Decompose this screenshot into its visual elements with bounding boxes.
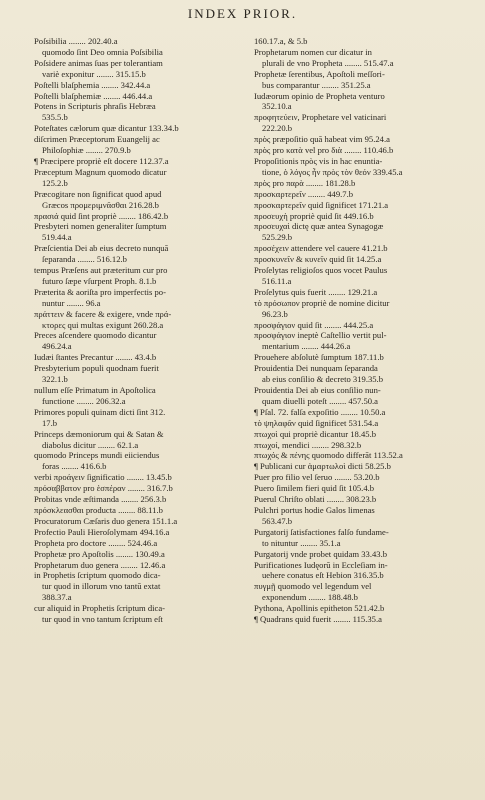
index-entry-line: Princeps dæmoniorum qui & Satan & (34, 428, 164, 439)
index-entry-line: 322.1.b (42, 374, 68, 385)
index-entry (34, 516, 258, 527)
index-entry (254, 287, 476, 298)
index-entry (34, 570, 258, 603)
index-entry (254, 363, 476, 385)
index-entry (254, 91, 476, 113)
index-entry-line: Pulchri portus hodie Galos limenas (254, 504, 375, 515)
index-entry (34, 156, 258, 167)
index-entry (34, 385, 258, 407)
index-entry (254, 581, 476, 603)
index-entry-line: quam diuelli poteſt ........ 457.50.a (262, 395, 378, 406)
index-entry-line: nullum eſſe Primatum in Apoſtolica (34, 385, 156, 395)
index-entry (254, 407, 476, 418)
index-entry-line: κτορες qui multas exigunt 260.28.a (42, 319, 164, 330)
index-entry (34, 134, 258, 156)
index-entry (254, 527, 476, 549)
index-entry (34, 494, 258, 505)
index-entry-line: πρὸς præpoſitio quā habeat vim 95.24.a (254, 134, 390, 145)
index-entry-line: 525.29.b (262, 232, 293, 243)
index-entry-line: πτωχοί, mendici ........ 298.32.b (254, 439, 362, 450)
index-entry-line: quomodo ſint Deo omnia Poſsibilia (42, 46, 163, 57)
index-entry-line: Philoſophiæ ........ 270.9.b (42, 145, 131, 156)
index-entry (34, 211, 258, 222)
index-entry (34, 429, 258, 451)
index-entry (254, 112, 476, 134)
index-entry (254, 330, 476, 352)
index-entry-line: verbi προάγειν ſignificatio ........ 13.45.b (34, 472, 172, 483)
index-entry-line: Prophetæ pro Apoſtolis ........ 130.49.a (34, 548, 165, 559)
index-entry-line: 563.47.b (262, 515, 293, 526)
index-entry (254, 200, 476, 211)
index-entry-line: πρὸς pro κατὰ vel pro διὰ ........ 110.46.b (254, 145, 394, 156)
index-entry-line: Probitas vnde æſtimanda ........ 256.3.b (34, 494, 167, 505)
index-entry (254, 505, 476, 527)
index-entry-line: in Prophetis ſcriptum quomodo dica- (34, 570, 161, 581)
index-entry-line: τὸ ψηλαφᾶν quid ſignificet 531.54.a (254, 417, 379, 428)
index-entry-line: tempus Præſens aut præteritum cur pro (34, 265, 168, 276)
index-entry (34, 538, 258, 549)
index-entry-line: Iudæorum opinio de Propheta venturo (254, 90, 385, 101)
index-entry (34, 527, 258, 538)
index-entry (34, 352, 258, 363)
index-entry-line: 160.17.a, & 5.b (254, 36, 308, 46)
index-entry (34, 603, 258, 625)
index-entry-line: futuro ſæpe vſurpent Proph. 8.1.b (42, 275, 157, 286)
index-entry (254, 178, 476, 189)
index-entry (254, 47, 476, 69)
index-entry-line: Poſsibilia ........ 202.40.a (34, 36, 118, 46)
index-entry-line: Purificationes Iudęorū in Eccleſiam in- (254, 559, 388, 570)
index-entry (254, 385, 476, 407)
index-entry-line: cur aliquid in Prophetis ſcriptum dica- (34, 603, 166, 614)
index-entry-line: 17.b (42, 417, 58, 428)
index-entry-line: τὸ πρόσωπον propriè de nomine dicitur (254, 297, 390, 308)
index-entry (254, 243, 476, 254)
index-entry-line: Potens in Scripturis phraſis Hebræa (34, 101, 156, 112)
index-entry (254, 418, 476, 429)
index-entry-line: Poſtelli blaſphemiæ ........ 446.44.a (34, 90, 153, 101)
index-entry-line: Poſtelli blaſphemia ........ 342.44.a (34, 79, 151, 90)
index-entry (34, 363, 258, 385)
index-entry (254, 189, 476, 200)
index-entry-line: exponendum ........ 188.48.b (262, 592, 358, 603)
index-entry-line: Prouidentia Dei ab eius conſilio nun- (254, 385, 381, 395)
index-entry-line: Puer pro filio vel ſeruo ........ 53.20.b (254, 472, 380, 483)
right-column (254, 36, 476, 625)
index-entry-line: Profectio Pauli Hieroſolymam 494.16.a (34, 526, 170, 537)
index-entry-line: Prophetæ ſerentibus, Apoſtoli meſſori- (254, 68, 385, 79)
index-entry-line: bus comparantur ........ 351.25.a (262, 79, 371, 90)
index-entry-line: Prouidentia Dei nunquam ſeparanda (254, 363, 378, 374)
index-entry-line: 222.20.b (262, 123, 293, 134)
index-entry (34, 505, 258, 516)
index-entry-line: Propheta pro doctore ........ 524.46.a (34, 537, 158, 548)
index-entry (254, 69, 476, 91)
index-entry-line: functione ........ 206.32.a (42, 395, 126, 406)
index-entry-line: variè exponitur ........ 315.15.b (42, 68, 146, 79)
index-entry-line: προσκαρτερεῖν ........ 449.7.b (254, 188, 354, 199)
index-entry (254, 254, 476, 265)
index-entry (34, 58, 258, 80)
index-entry-line: tur quod in illorum vno tantū extat (42, 581, 161, 592)
index-entry-line: Primores populi quinam dicti ſint 312. (34, 406, 166, 417)
index-entry (254, 614, 476, 625)
index-entry-line: Puero ſimilem fieri quid ſit 105.4.b (254, 483, 375, 494)
index-entry-line: tione, ὁ λόγος ἦν πρὸς τὸν θεόν 339.45.a (262, 166, 403, 177)
index-entry (34, 407, 258, 429)
index-entry-line: 96.23.b (262, 308, 288, 319)
index-entry-line: diabolus dicitur ........ 62.1.a (42, 439, 139, 450)
index-entry (34, 549, 258, 560)
page-header: INDEX PRIOR. (187, 6, 298, 21)
index-entry-line: nuntur ........ 96.a (42, 297, 101, 308)
index-entry (34, 101, 258, 123)
index-entry-line: Proſelytas religioſos quos vocet Paulus (254, 265, 388, 276)
index-entry (254, 450, 476, 461)
index-entry-line: Presbyteri nomen generaliter ſumptum (34, 221, 167, 232)
left-column (34, 36, 258, 625)
index-entry-line: Poſsidere animas ſuas per tolerantiam (34, 57, 163, 68)
index-entry (254, 483, 476, 494)
index-entry (254, 320, 476, 331)
index-entry-line: προσκαρτερεῖν quid ſignificet 171.21.a (254, 199, 389, 210)
index-entry (34, 309, 258, 331)
index-entry-line: πρασιά quid ſint propriè ........ 186.42.b (34, 210, 169, 221)
index-entry-line: mentarium ........ 444.26.a (262, 341, 351, 352)
index-entry (34, 36, 258, 58)
index-entry-line: 516.11.a (262, 275, 292, 286)
index-entry-line: Puerul Chriſto oblati ........ 308.23.b (254, 494, 377, 505)
index-entry-line: uehere conatus eſt Hebion 316.35.b (262, 570, 384, 581)
index-entry-line: προσευχὴ propriè quid ſit 449.16.b (254, 210, 374, 221)
index-entry-line: ¶ Pſal. 72. falſa expoſitio ........ 10.50.a (254, 406, 386, 417)
index-entry-line: Prouehere abſolutè ſumptum 187.11.b (254, 352, 384, 363)
index-entry-line: προσκυνεῖν & κυνεῖν quid ſit 14.25.a (254, 254, 382, 265)
index-entry-line: 388.37.a (42, 592, 72, 603)
index-entry-line: Præcogitare non ſignificat quod apud (34, 188, 162, 199)
index-entry-line: 535.5.b (42, 112, 68, 123)
index-entry-line: προσφάγιον quid ſit ........ 444.25.a (254, 319, 374, 330)
index-entry-line: plurali de vno Propheta ........ 515.47.a (262, 57, 394, 68)
index-entry-line: πυγμῇ quomodo vel legendum vel (254, 581, 372, 592)
index-entry-line: tur quod in vno tantum ſcriptum eſt (42, 614, 163, 625)
index-entry-line: Iudæi ſtantes Precantur ........ 43.4.b (34, 352, 157, 363)
index-entry (254, 211, 476, 222)
index-entry (34, 483, 258, 494)
index-entry-line: foras ........ 416.6.b (42, 461, 107, 472)
index-entry-line: diſcrimen Præceptorum Euangelij ac (34, 134, 160, 145)
index-entry-line: πρόσαββατον pro ἑσπέραν ........ 316.7.b (34, 483, 173, 494)
index-entry (254, 549, 476, 560)
index-entry-line: προφητεύειν, Prophetare vel vaticinari (254, 112, 387, 123)
index-entry (254, 560, 476, 582)
index-entry-line: Purgatorij vnde probet quidam 33.43.b (254, 548, 388, 559)
index-entry-line: quomodo Princeps mundi eiiciendus (34, 450, 160, 461)
index-entry (254, 221, 476, 243)
index-entry-line: Præſcientia Dei ab eius decreto nunquā (34, 243, 169, 254)
index-entry-line: Prophetarum nomen cur dicatur in (254, 46, 372, 57)
index-entry-line: Preces aſcendere quomodo dicantur (34, 330, 157, 341)
index-entry (254, 352, 476, 363)
index-entry-line: πτωχοὶ qui propriè dicantur 18.45.b (254, 428, 377, 439)
index-entry-line: Purgatorij ſatisfactiones falſo fundame- (254, 526, 389, 537)
index-entry-line: Prophetarum duo genera ........ 12.46.a (34, 559, 166, 570)
index-entry-line: Pythona, Apollinis epitheton 521.42.b (254, 603, 385, 614)
index-entry (254, 461, 476, 472)
index-entry-line: ab eius conſilio & decreto 319.35.b (262, 374, 384, 385)
index-entry-line: Græcos προμεριμνᾶσθαι 216.28.b (42, 199, 159, 210)
index-entry-line: πρόσκλεασθαι producta ........ 88.11.b (34, 504, 163, 515)
index-entry-line: ¶ Præcipere propriè eſt docere 112.37.a (34, 155, 169, 166)
index-entry-line: πράττειν & facere & exigere, vnde πρά- (34, 308, 172, 319)
index-entry (34, 330, 258, 352)
index-entry-line: 125.2.b (42, 177, 68, 188)
index-entry (34, 472, 258, 483)
index-entry (254, 429, 476, 440)
index-entry-line: προσευχαὶ dictę quæ antea Synagogæ (254, 221, 384, 232)
index-entry (34, 189, 258, 211)
index-entry-line: to nituntur ........ 35.1.a (262, 537, 341, 548)
index-entry (34, 243, 258, 265)
index-entry (254, 603, 476, 614)
index-entry (34, 123, 258, 134)
index-entry (254, 298, 476, 320)
index-entry (34, 560, 258, 571)
index-entry (254, 156, 476, 178)
index-entry-line: προσφάγιον ineptè Caſtellio vertit pul- (254, 330, 387, 341)
index-entry-line: προσέχειν attendere vel cauere 41.21.b (254, 243, 388, 254)
index-entry (34, 167, 258, 189)
index-entry (34, 91, 258, 102)
index-entry-line: Presbyterium populi quodnam fuerit (34, 363, 159, 374)
index-entry-line: Poteſtates cælorum quæ dicantur 133.34.b (34, 123, 179, 134)
index-entry-line: 352.10.a (262, 101, 292, 112)
index-entry (34, 450, 258, 472)
index-entry (34, 265, 258, 287)
index-entry (254, 134, 476, 145)
index-entry (254, 440, 476, 451)
index-entry-line: 519.44.a (42, 232, 72, 243)
index-entry-line: ſeparanda ........ 516.12.b (42, 254, 127, 265)
index-entry (254, 494, 476, 505)
index-entry (254, 265, 476, 287)
index-entry (254, 145, 476, 156)
index-entry-line: Præceptum Magnum quomodo dicatur (34, 166, 167, 177)
index-entry-line: Procuratorum Cæſaris duo genera 151.1.a (34, 515, 178, 526)
index-entry-line: ¶ Publicani cur ἁμαρτωλοὶ dicti 58.25.b (254, 461, 391, 472)
index-entry-line: πρὸς pro παρὰ ........ 181.28.b (254, 177, 356, 188)
index-entry-line: Præterita & aoriſta pro imperfectis po- (34, 286, 166, 297)
index-entry (34, 221, 258, 243)
index-entry-line: Proſelytus quis fuerit ........ 129.21.a (254, 286, 378, 297)
index-entry (254, 472, 476, 483)
index-entry-line: ¶ Quadrans quid fuerit ........ 115.35.a (254, 614, 382, 625)
index-entry-line: πτωχός & πένης quomodo differāt 113.52.a (254, 450, 403, 461)
index-entry (34, 287, 258, 309)
index-entry-line: 496.24.a (42, 341, 72, 352)
index-entry (34, 80, 258, 91)
index-entry-line: Propoſitionis πρὸς vis in hac enuntia- (254, 155, 383, 166)
index-entry (254, 36, 476, 47)
